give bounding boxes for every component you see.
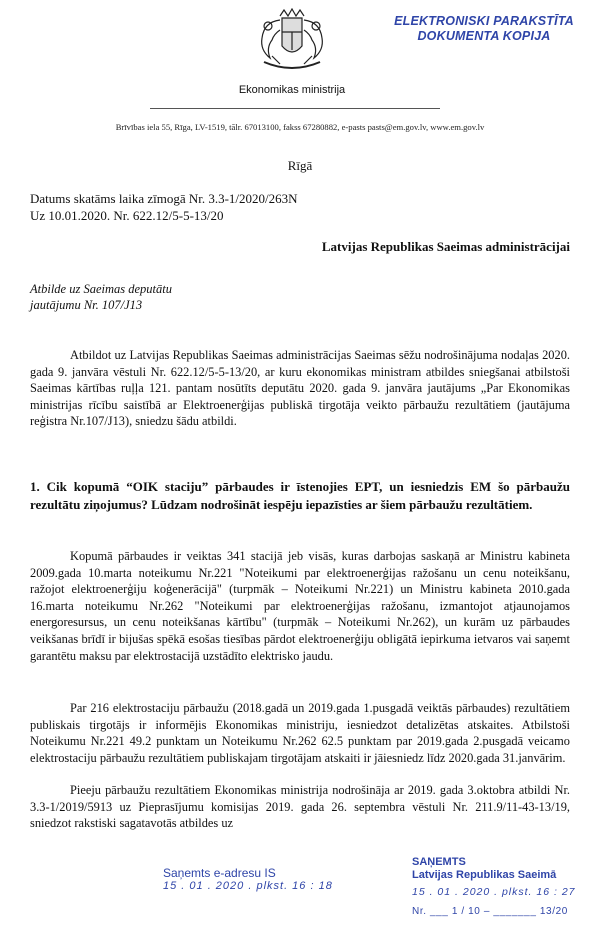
- header-divider: [150, 108, 440, 109]
- meta-reference-line: Uz 10.01.2020. Nr. 622.12/5-5-13/20: [30, 208, 224, 223]
- meta-date-line: Datums skatāms laika zīmogā Nr. 3.3-1/2020/263N: [30, 191, 298, 206]
- ministry-name: Ekonomikas ministrija: [238, 84, 346, 96]
- document-meta: [30, 190, 298, 224]
- paragraph-answer-1-text: Kopumā pārbaudes ir veiktas 341 stacijā jeb visās, kuras darbojas saskaņā ar Ministru kabineta 2009.gada 10.marta noteikumu Nr.221 "Noteikumi par elektroenerģijas ražošanu un cenu noteikšanu, ražojot elektroenerģiju koģenerācijā" (turpmāk – Noteikumi Nr.221) un Ministru kabineta 2010.gada 16.marta noteikumu Nr.262 "Noteikumi par elektroenerģijas ražošanu, izmantojot atjaunojamos energoresursus, un cenu noteikšanas kārtību" (turpmāk – Noteikumi Nr.262), un kurām uz pārbaudes veikšanas brīdī ir bijušas spēkā esošas tiesības pārdot elektroenerģiju obligātā iepirkuma ietvaros vai saņemt garantētu maksu par elektrostacijā uzstādīto elektrisko jaudu.: [30, 549, 570, 663]
- subject-line-2: jautājumu Nr. 107/J13: [30, 298, 143, 312]
- paragraph-intro: [30, 347, 570, 430]
- subject: [30, 281, 172, 313]
- e-signature-stamp: [384, 14, 584, 44]
- received-stamp-eaddress: [163, 866, 333, 892]
- paragraph-intro-text: Atbildot uz Latvijas Republikas Saeimas administrācijas Saeimas sēžu nodrošinājuma nodaļas 2020. gada 9. janvāra vēstuli Nr. 622.12/5-5-13/20, ar kuru ekonomikas ministram atbildes sniegšanai atbilstoši Saeimas kārtības ruļļa 121. pantam nosūtīts deputātu 2020. gada 9. janvāra jautājums „Par Ekonomikas ministrijas rīcību saistībā ar Elektroenerģijas publiskā tirgotāja veikto pārbaužu rezultātiem (jautājuma reģistra Nr.107/J13), sniedzu šādu atbildi.: [30, 348, 570, 429]
- received-datetime: 15 . 01 . 2020 . plkst. 16 : 27: [412, 886, 576, 898]
- question-1: 1. Cik kopumā “OIK staciju” pārbaudes ir īstenojies EPT, un iesniedzis EM šo pārbaužu rezultātu ziņojumus? Lūdzam nodrošināt iespēju iepazīsties ar šiem pārbaužu rezultātiem.: [30, 479, 570, 512]
- received-org: Latvijas Republikas Saeimā: [412, 869, 557, 881]
- stamp-line-2: DOKUMENTA KOPIJA: [417, 29, 551, 43]
- subject-line-1: Atbilde uz Saeimas deputātu: [30, 282, 172, 296]
- contact-line: Brīvības iela 55, Rīga, LV-1519, tālr. 67013100, fakss 67280882, e-pasts pasts@em.gov.lv, www.em.gov.lv: [115, 122, 485, 132]
- paragraph-answer-3-text: Pieeju pārbaužu rezultātiem Ekonomikas ministrija nodrošināja ar 2019. gada 3.oktobra atbildi Nr. 3.3-1/2019/5913 uz Pieprasījumu komisijas 2019. gada 26. septembra vēstuli Nr. 211.9/11-43-13/19, sniedzot rakstiski sagatavotās atbildes uz: [30, 783, 570, 831]
- paragraph-answer-1: [30, 548, 570, 664]
- recipient: Latvijas Republikas Saeimas administrācijai: [321, 239, 570, 254]
- received-number: Nr. ___ 1 / 10 – _______ 13/20: [412, 906, 568, 917]
- paragraph-answer-2: [30, 700, 570, 766]
- received-eaddress-datetime: 15 . 01 . 2020 . plkst. 16 : 18: [163, 880, 333, 892]
- paragraph-answer-3: [30, 782, 570, 832]
- coat-of-arms-icon: [250, 8, 334, 78]
- paragraph-answer-2-text: Par 216 elektrostaciju pārbaužu (2018.gadā un 2019.gada 1.pusgadā veiktās pārbaudes) rezultātiem publiskais tirgotājs ir informējis Ekonomikas ministriju, iesniedzot detalizētas atskaites. Atbilstoši Noteikumu Nr.221 49.2 punktam un Noteikumu Nr.262 62.5 punktam par 2019.gada 2.pusgadā veicamo elektrostaciju pārbaužu rezultātiem publiskajam tirgotājam atskaiti ir jāiesniedz līdz 2020.gada 31.janvārim.: [30, 701, 570, 765]
- received-stamp-saeima: [412, 856, 592, 918]
- stamp-line-1: ELEKTRONISKI PARAKSTĪTA: [394, 14, 574, 28]
- city: Rīgā: [287, 158, 313, 173]
- received-title: SAŅEMTS: [412, 856, 466, 868]
- received-eaddress-label: Saņemts e-adresu IS: [163, 866, 276, 880]
